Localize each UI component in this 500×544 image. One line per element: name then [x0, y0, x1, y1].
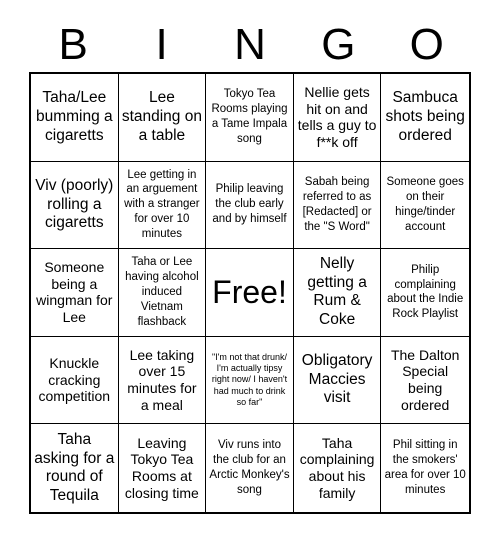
bingo-cell[interactable]: Nellie gets hit on and tells a guy to f**k off — [294, 74, 382, 162]
header-letter-g: G — [321, 20, 356, 69]
header-letter-n: N — [234, 20, 266, 69]
bingo-cell[interactable]: Taha asking for a round of Tequila — [31, 424, 119, 512]
bingo-cell[interactable]: Someone goes on their hinge/tinder account — [381, 162, 469, 250]
bingo-grid — [29, 72, 471, 514]
bingo-cell[interactable]: Lee standing on a table — [119, 74, 207, 162]
bingo-cell[interactable]: Nelly getting a Rum & Coke — [294, 249, 382, 337]
header-letter-b: B — [58, 20, 88, 69]
header-letter-i: I — [155, 20, 168, 69]
bingo-cell[interactable]: Knuckle cracking competition — [31, 337, 119, 425]
bingo-cell[interactable]: Taha complaining about his family — [294, 424, 382, 512]
bingo-cell[interactable]: Tokyo Tea Rooms playing a Tame Impala song — [206, 74, 294, 162]
bingo-cell[interactable]: Someone being a wingman for Lee — [31, 249, 119, 337]
free-space-cell[interactable]: Free! — [206, 249, 294, 337]
bingo-cell[interactable]: Sambuca shots being ordered — [381, 74, 469, 162]
bingo-cell[interactable]: Phil sitting in the smokers' area for over 10 minutes — [384, 439, 466, 497]
bingo-cell[interactable]: Lee getting in an arguement with a stranger for over 10 minutes — [119, 162, 207, 250]
bingo-cell[interactable]: Leaving Tokyo Tea Rooms at closing time — [119, 424, 207, 512]
bingo-header — [29, 18, 471, 72]
bingo-cell[interactable]: The Dalton Special being ordered — [381, 337, 469, 425]
bingo-cell[interactable]: Viv (poorly) rolling a cigaretts — [31, 162, 119, 250]
header-letter-o: O — [409, 20, 444, 69]
bingo-cell[interactable]: Philip complaining about the Indie Rock Playlist — [381, 249, 469, 337]
bingo-cell[interactable]: Taha/Lee bumming a cigaretts — [31, 74, 119, 162]
bingo-cell[interactable]: Philip leaving the club early and by himself — [206, 162, 294, 250]
bingo-cell[interactable]: Lee taking over 15 minutes for a meal — [119, 337, 207, 425]
bingo-cell[interactable]: Sabah being referred to as [Redacted] or the "S Word" — [294, 162, 382, 250]
bingo-cell[interactable]: "I'm not that drunk/ I'm actually tipsy right now/ I haven't had much to drink so far" — [206, 337, 294, 425]
bingo-cell[interactable]: Taha or Lee having alcohol induced Vietnam flashback — [119, 249, 207, 337]
bingo-cell[interactable]: Obligatory Maccies visit — [294, 337, 382, 425]
bingo-cell[interactable]: Viv runs into the club for an Arctic Monkey's song — [206, 424, 294, 512]
